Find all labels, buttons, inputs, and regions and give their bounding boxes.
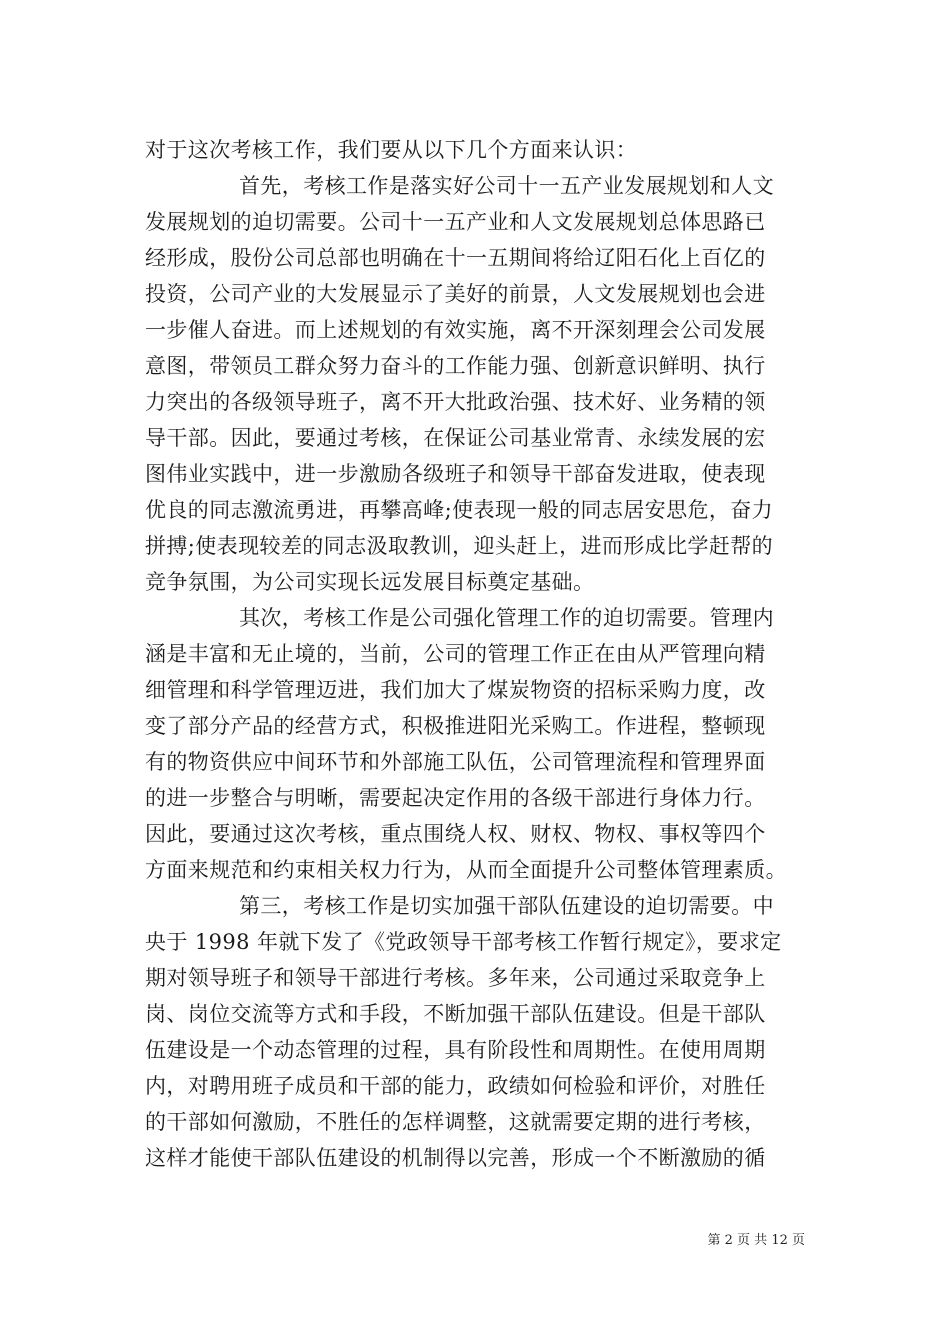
text-line: 有的物资供应中间环节和外部施工队伍，公司管理流程和管理界面: [145, 750, 766, 774]
text-line: 期对领导班子和领导干部进行考核。多年来，公司通过采取竞争上: [145, 966, 766, 990]
text-line: 的干部如何激励，不胜任的怎样调整，这就需要定期的进行考核，: [145, 1110, 766, 1134]
text-line: 导干部。因此，要通过考核，在保证公司基业常青、永续发展的宏: [145, 426, 766, 450]
text-line: 细管理和科学管理迈进，我们加大了煤炭物资的招标采购力度，改: [145, 678, 766, 702]
text-line: 首先，考核工作是落实好公司十一五产业发展规划和人文: [239, 174, 774, 198]
text-line: 力突出的各级领导班子，离不开大批政治强、技术好、业务精的领: [145, 390, 766, 414]
text-line: 拼搏;使表现较差的同志汲取教训，迎头赶上，进而形成比学赶帮的: [145, 534, 774, 558]
text-line: 央于 1998 年就下发了《党政领导干部考核工作暂行规定》，要求定: [145, 930, 782, 954]
text-line: 方面来规范和约束相关权力行为，从而全面提升公司整体管理素质。: [145, 858, 787, 882]
text-line: 经形成，股份公司总部也明确在十一五期间将给辽阳石化上百亿的: [145, 246, 766, 270]
text-line: 发展规划的迫切需要。公司十一五产业和人文发展规划总体思路已: [145, 210, 766, 234]
text-line: 第三，考核工作是切实加强干部队伍建设的迫切需要。中: [239, 894, 774, 918]
page-number: 第 2 页 共 12 页: [707, 1233, 805, 1248]
text-line: 意图，带领员工群众努力奋斗的工作能力强、创新意识鲜明、执行: [145, 354, 766, 378]
text-line: 对于这次考核工作，我们要从以下几个方面来认识：: [145, 138, 638, 162]
text-line: 投资，公司产业的大发展显示了美好的前景，人文发展规划也会进: [145, 282, 766, 306]
text-line: 其次，考核工作是公司强化管理工作的迫切需要。管理内: [239, 606, 774, 630]
text-line: 变了部分产品的经营方式，积极推进阳光采购工。作进程，整顿现: [145, 714, 766, 738]
text-line: 的进一步整合与明晰，需要起决定作用的各级干部进行身体力行。: [145, 786, 766, 810]
text-line: 一步催人奋进。而上述规划的有效实施，离不开深刻理会公司发展: [145, 318, 766, 342]
text-line: 因此，要通过这次考核，重点围绕人权、财权、物权、事权等四个: [145, 822, 766, 846]
text-line: 图伟业实践中，进一步激励各级班子和领导干部奋发进取，使表现: [145, 462, 766, 486]
text-line: 岗、岗位交流等方式和手段，不断加强干部队伍建设。但是干部队: [145, 1002, 766, 1026]
text-line: 涵是丰富和无止境的，当前，公司的管理工作正在由从严管理向精: [145, 642, 766, 666]
text-line: 优良的同志激流勇进，再攀高峰;使表现一般的同志居安思危，奋力: [145, 498, 774, 522]
text-line: 伍建设是一个动态管理的过程，具有阶段性和周期性。在使用周期: [145, 1038, 766, 1062]
text-line: 竞争氛围，为公司实现长远发展目标奠定基础。: [145, 570, 595, 594]
text-line: 这样才能使干部队伍建设的机制得以完善，形成一个不断激励的循: [145, 1146, 766, 1170]
text-line: 内，对聘用班子成员和干部的能力，政绩如何检验和评价，对胜任: [145, 1074, 766, 1098]
